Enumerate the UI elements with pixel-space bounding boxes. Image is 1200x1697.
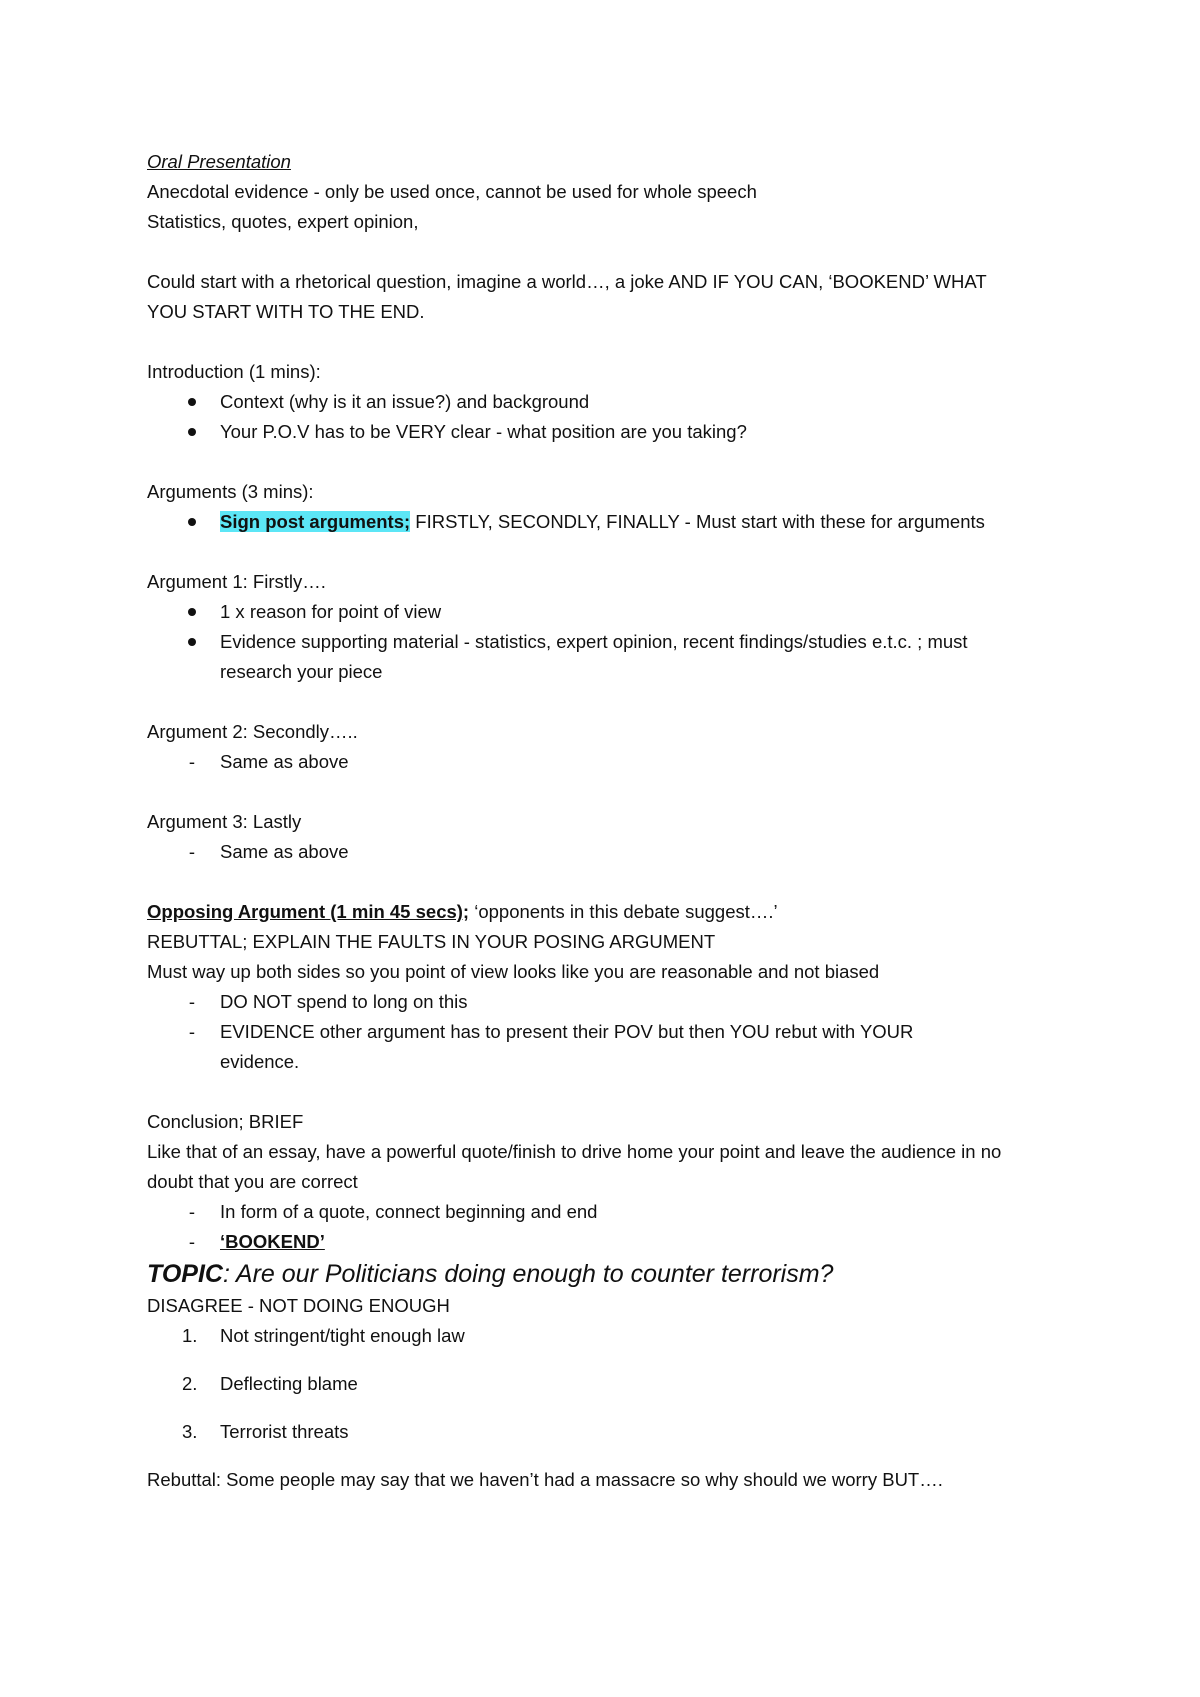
- arguments-heading: Arguments (3 mins):: [147, 481, 314, 502]
- dash-text: DO NOT spend to long on this: [220, 991, 468, 1012]
- opposing-line: Must way up both sides so you point of view looks like you are reasonable and not biased: [147, 961, 880, 982]
- opening-note: Could start with a rhetorical question, imagine a world…, a joke AND IF YOU CAN, ‘BOOKEND’ WHAT YOU START WITH TO THE END.: [147, 271, 987, 322]
- topic-label: TOPIC: [147, 1260, 223, 1288]
- opposing-heading-bold: Opposing Argument (1 min 45 secs);: [147, 901, 470, 922]
- conclusion-dash-item: [147, 1197, 1087, 1227]
- intro-line: Statistics, quotes, expert opinion,: [147, 211, 419, 232]
- spacer: [147, 447, 1087, 477]
- argument3-heading: Argument 3: Lastly: [147, 811, 302, 832]
- bullet-icon: [182, 507, 202, 537]
- bullet-text: FIRSTLY, SECONDLY, FINALLY - Must start with these for arguments: [410, 511, 985, 532]
- document-page: [147, 147, 1087, 1495]
- bullet-text: 1 x reason for point of view: [220, 601, 442, 622]
- argument1-bullet: [147, 597, 1087, 627]
- opposing-heading: [147, 897, 1087, 927]
- argument3-dash-item: [147, 837, 1087, 867]
- arguments-bullet: [147, 507, 1087, 537]
- introduction-bullet: [147, 387, 1087, 417]
- dash-text: Same as above: [220, 841, 349, 862]
- argument2-dash-item: [147, 747, 1087, 777]
- bookend-text: ‘BOOKEND’: [220, 1231, 325, 1252]
- spacer: [147, 237, 1087, 267]
- item-number: 3.: [182, 1421, 198, 1442]
- stance-line: DISAGREE - NOT DOING ENOUGH: [147, 1295, 450, 1316]
- spacer: [147, 1351, 1087, 1369]
- bullet-icon: [182, 387, 202, 417]
- argument2-heading: Argument 2: Secondly…..: [147, 721, 358, 742]
- conclusion-paragraph: Like that of an essay, have a powerful quote/finish to drive home your point and leave the audience in no doubt that you are correct: [147, 1141, 1002, 1192]
- introduction-bullet: [147, 417, 1087, 447]
- opposing-dash-item: [147, 1017, 980, 1077]
- bullet-text: Your P.O.V has to be VERY clear - what position are you taking?: [220, 421, 747, 442]
- spacer: [147, 537, 1087, 567]
- highlighted-text: Sign post arguments;: [220, 511, 411, 532]
- spacer: [147, 1399, 1087, 1417]
- introduction-heading: Introduction (1 mins):: [147, 361, 321, 382]
- spacer: [147, 777, 1087, 807]
- bullet-icon: [182, 417, 202, 447]
- topic-question: : Are our Politicians doing enough to counter terrorism?: [222, 1260, 834, 1288]
- numbered-item: [147, 1369, 1087, 1399]
- item-number: 2.: [182, 1373, 198, 1394]
- argument1-bullet: [147, 627, 1000, 687]
- topic-heading: [147, 1257, 1087, 1291]
- dash-icon: -: [188, 991, 196, 1012]
- dash-icon: -: [188, 751, 196, 772]
- bullet-icon: [182, 627, 202, 657]
- dash-text: In form of a quote, connect beginning and end: [220, 1201, 598, 1222]
- spacer: [147, 867, 1087, 897]
- dash-icon: -: [188, 1021, 196, 1042]
- item-number: 1.: [182, 1325, 198, 1346]
- dash-icon: -: [188, 841, 196, 862]
- spacer: [147, 1077, 1087, 1107]
- document-title: Oral Presentation: [147, 151, 291, 172]
- intro-line: Anecdotal evidence - only be used once, cannot be used for whole speech: [147, 181, 757, 202]
- bullet-text: Context (why is it an issue?) and background: [220, 391, 590, 412]
- dash-icon: -: [188, 1201, 196, 1222]
- bullet-text: Evidence supporting material - statistics, expert opinion, recent findings/studies e.t.c. ; must research your piece: [220, 631, 968, 682]
- spacer: [147, 327, 1087, 357]
- argument1-heading: Argument 1: Firstly….: [147, 571, 326, 592]
- rebuttal-line: Rebuttal: Some people may say that we haven’t had a massacre so why should we worry BUT….: [147, 1469, 943, 1490]
- opposing-heading-quote: ‘opponents in this debate suggest….’: [469, 901, 778, 922]
- dash-text: EVIDENCE other argument has to present their POV but then YOU rebut with YOUR evidence.: [220, 1021, 914, 1072]
- conclusion-heading: Conclusion; BRIEF: [147, 1111, 304, 1132]
- dash-text: Same as above: [220, 751, 349, 772]
- numbered-item: [147, 1417, 1087, 1447]
- item-text: Deflecting blame: [220, 1373, 358, 1394]
- numbered-item: [147, 1321, 1087, 1351]
- item-text: Not stringent/tight enough law: [220, 1325, 465, 1346]
- opposing-line: REBUTTAL; EXPLAIN THE FAULTS IN YOUR POSING ARGUMENT: [147, 931, 716, 952]
- spacer: [147, 1447, 1087, 1465]
- spacer: [147, 687, 1087, 717]
- opposing-dash-item: [147, 987, 1087, 1017]
- dash-icon: -: [188, 1231, 196, 1252]
- conclusion-dash-item: [147, 1227, 1087, 1257]
- item-text: Terrorist threats: [220, 1421, 349, 1442]
- bullet-icon: [182, 597, 202, 627]
